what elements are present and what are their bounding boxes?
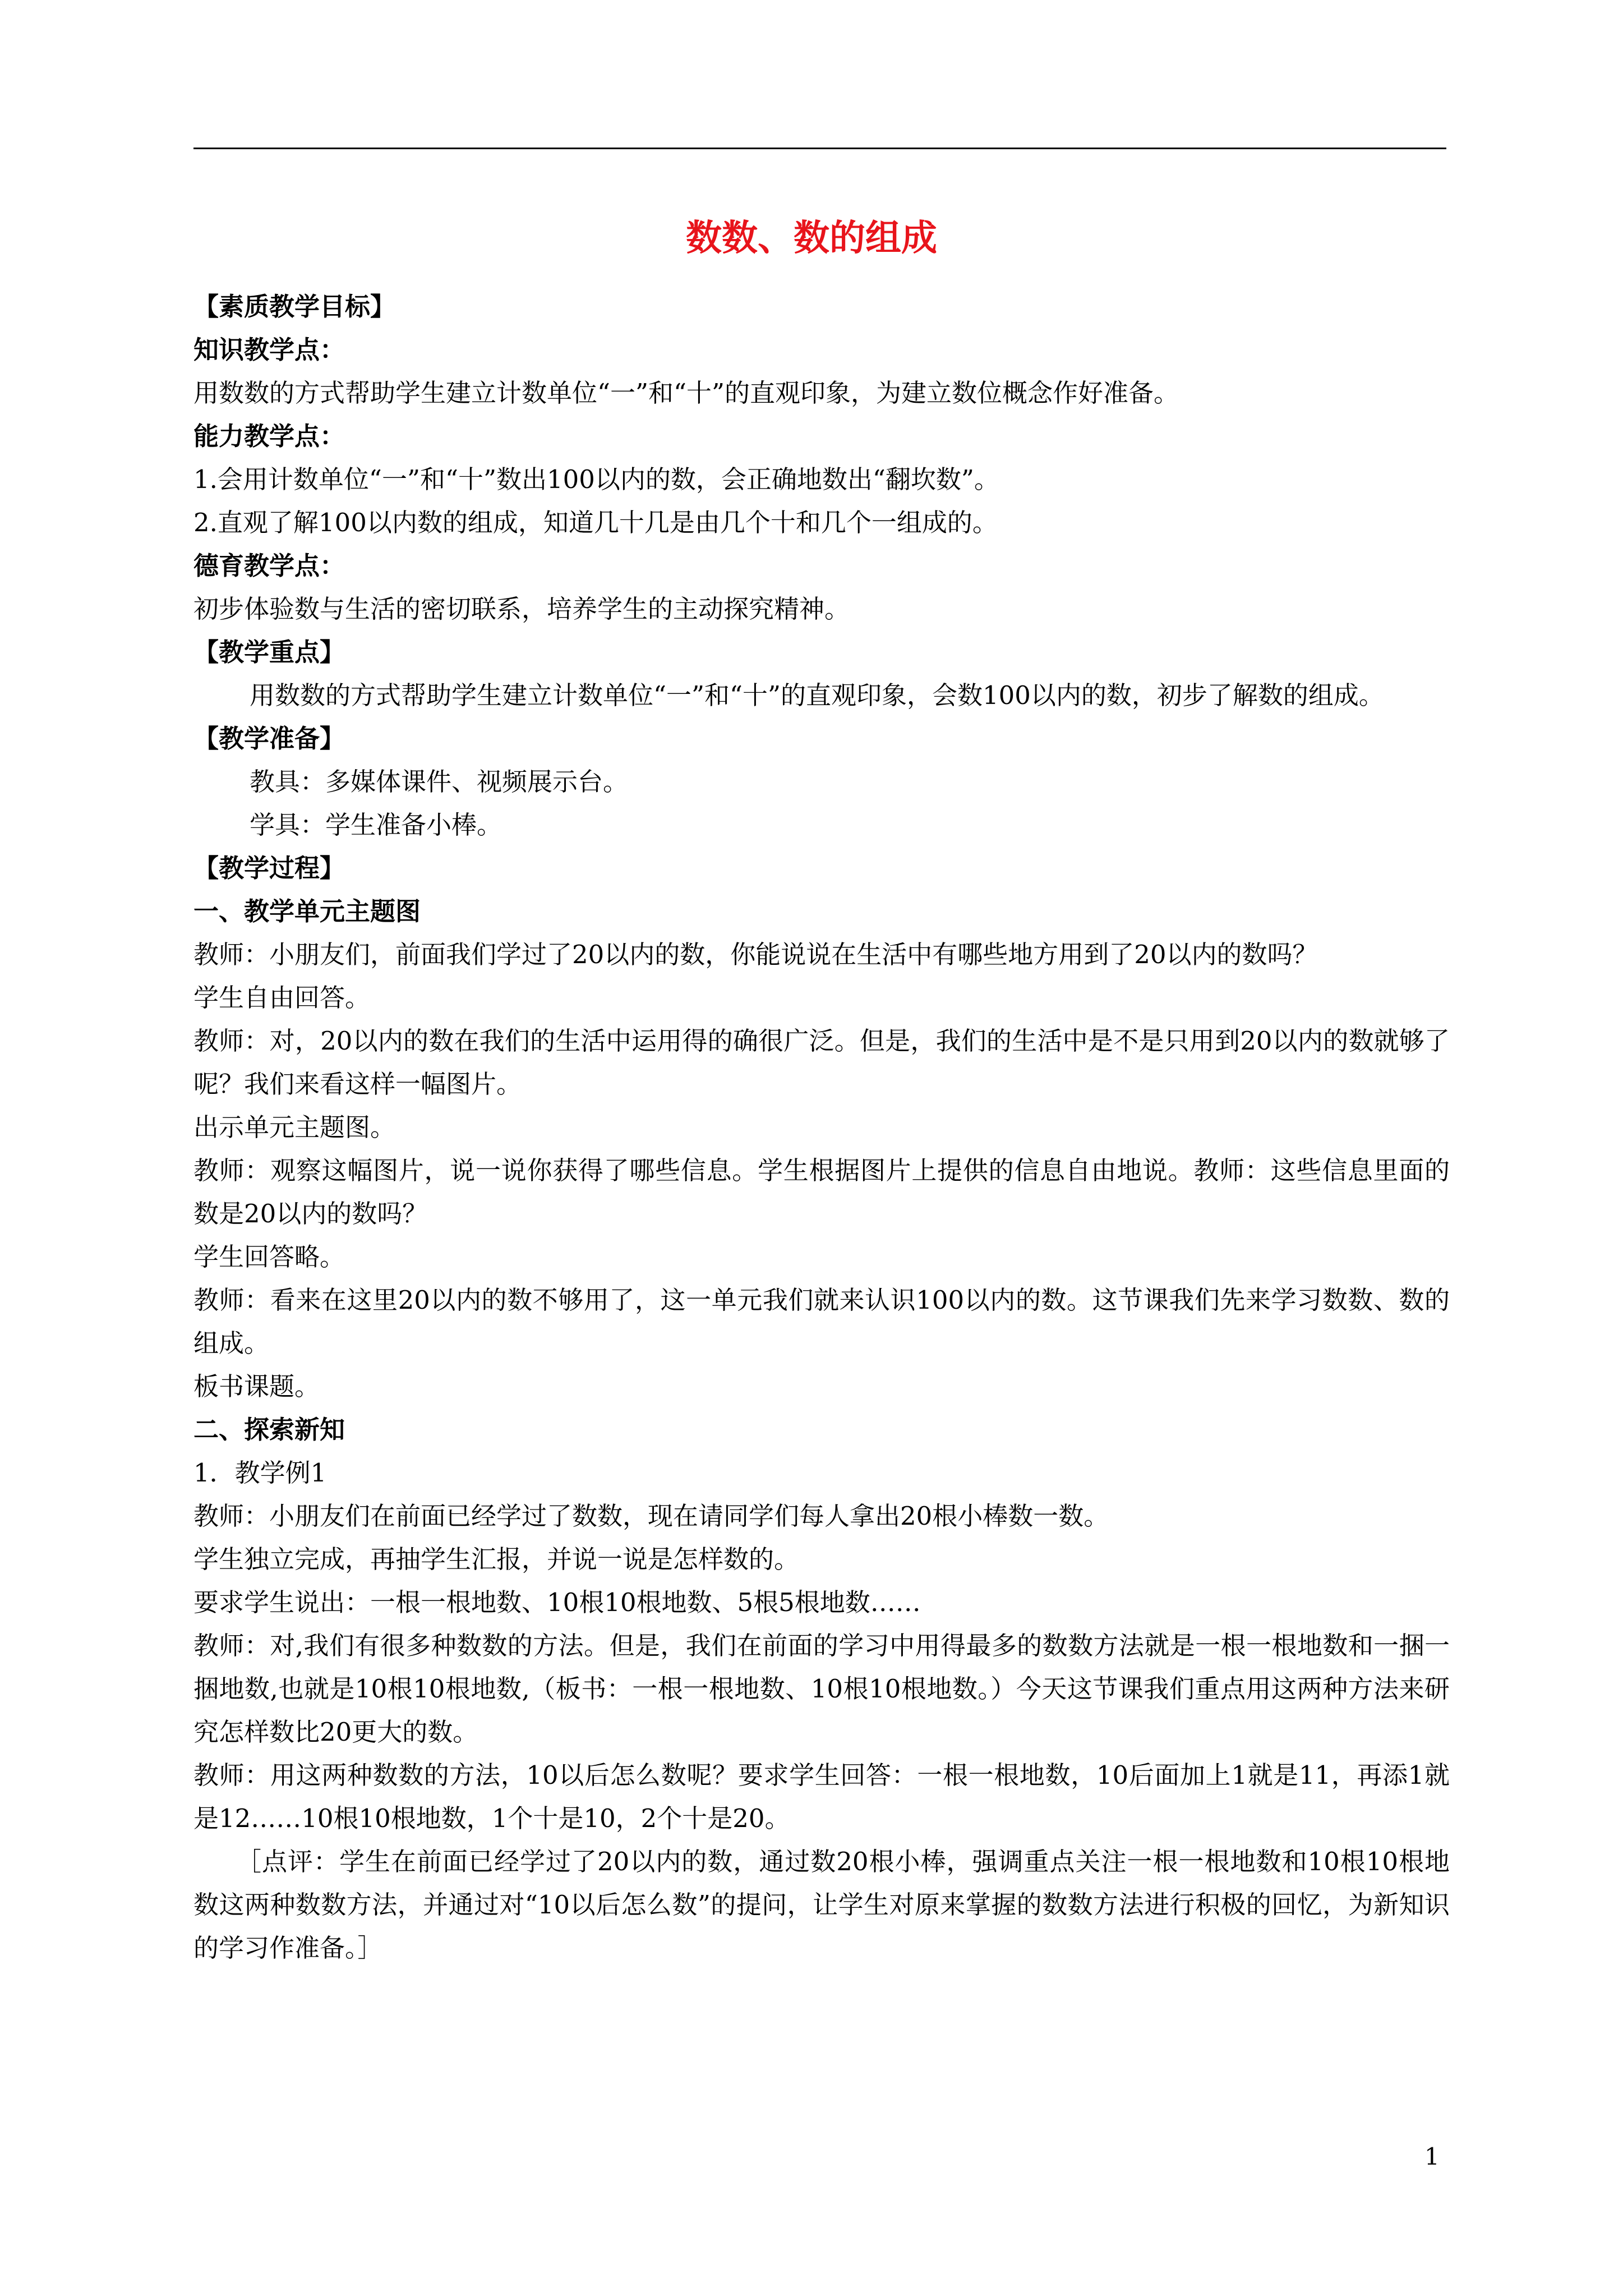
text-line: ［点评：学生在前面已经学过了20以内的数，通过数20根小棒，强调重点关注一根一根地数和10根10根地数这两种数数方法，并通过对“10以后怎么数”的提问，让学生对原来掌握的数数方法进行积极的回忆，为新知识的学习作准备。］ [193,1847,1450,1963]
text-line: 德育教学点： [193,551,345,581]
text-line: 【教学准备】 [193,724,345,753]
text-line: 教师：看来在这里20以内的数不够用了，这一单元我们就来认识100以内的数。这节课我们先来学习数数、数的组成。 [193,1285,1450,1358]
text-line: 2.直观了解100以内数的组成，知道几十几是由几个十和几个一组成的。 [193,508,998,537]
text-line: 学生回答略。 [193,1242,345,1272]
text-line: 出示单元主题图。 [193,1112,396,1142]
text-line: 学生独立完成，再抽学生汇报，并说一说是怎样数的。 [193,1544,800,1574]
text-line: 知识教学点： [193,335,345,365]
text-line: 【教学过程】 [193,853,345,883]
document-title: 数数、数的组成 [686,218,937,259]
text-line: 学生自由回答。 [193,983,371,1013]
text-line: 一、教学单元主题图 [193,896,421,926]
text-line: 【素质教学目标】 [193,292,396,321]
text-line: 二、探索新知 [193,1415,345,1444]
text-line: 1.会用计数单位“一”和“十”数出100以内的数，会正确地数出“翻坎数”。 [193,464,999,494]
text-line: 初步体验数与生活的密切联系，培养学生的主动探究精神。 [193,594,850,624]
text-line: 教师：小朋友们，前面我们学过了20以内的数，你能说说在生活中有哪些地方用到了20以内的数吗？ [193,940,1318,969]
text-line: 用数数的方式帮助学生建立计数单位“一”和“十”的直观印象，为建立数位概念作好准备。 [193,378,1179,408]
text-line: 【教学重点】 [193,637,345,667]
text-line: 教师：用这两种数数的方法，10以后怎么数呢？要求学生回答：一根一根地数，10后面加上1就是11，再添1就是12……10根10根地数，1个十是10，2个十是20。 [193,1760,1450,1833]
text-line: 教师：对，20以内的数在我们的生活中运用得的确很广泛。但是，我们的生活中是不是只用到20以内的数就够了呢？我们来看这样一幅图片。 [193,1026,1450,1099]
text-line: 教师：对,我们有很多种数数的方法。但是，我们在前面的学习中用得最多的数数方法就是一根一根地数和一捆一捆地数,也就是10根10根地数,（板书：一根一根地数、10根10根地数。）今天这节课我们重点用这两种方法来研究怎样数比20更大的数。 [193,1631,1450,1747]
text-line: 能力教学点： [193,421,345,451]
text-line: 要求学生说出：一根一根地数、10根10根地数、5根5根地数…… [193,1588,921,1617]
text-line: 1．教学例1 [193,1458,327,1488]
text-line: 学具：学生准备小棒。 [250,810,502,840]
document-body [193,285,1450,1970]
text-line: 教具：多媒体课件、视频展示台。 [250,767,629,797]
page-number: 1 [1424,2143,1440,2170]
text-line: 板书课题。 [193,1372,320,1401]
text-line: 教师：观察这幅图片，说一说你获得了哪些信息。学生根据图片上提供的信息自由地说。教师：这些信息里面的数是20以内的数吗？ [193,1156,1450,1228]
text-line: 教师：小朋友们在前面已经学过了数数，现在请同学们每人拿出20根小棒数一数。 [193,1501,1109,1531]
header-rule [193,148,1446,149]
text-line: 用数数的方式帮助学生建立计数单位“一”和“十”的直观印象，会数100以内的数，初步了解数的组成。 [250,680,1384,710]
